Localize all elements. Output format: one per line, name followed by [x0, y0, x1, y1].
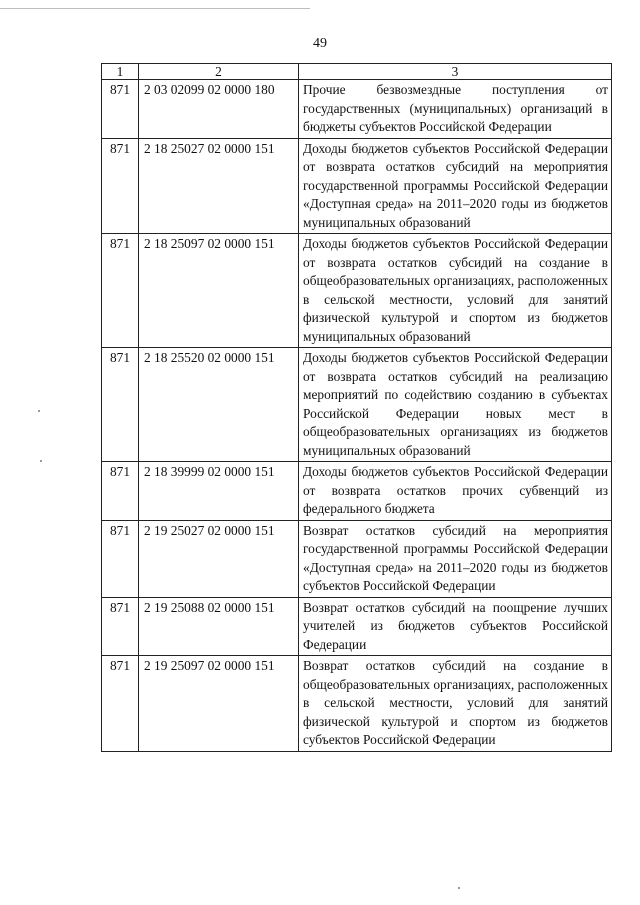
column-header-3: 3: [299, 64, 612, 80]
administrator-code: 871: [102, 234, 139, 348]
table-row: [102, 348, 612, 462]
administrator-code: 871: [102, 597, 139, 656]
table-row: [102, 80, 612, 139]
revenue-description: Возврат остатков субсидий на поощрение лучших учителей из бюджетов субъектов Российской Федерации: [299, 597, 612, 656]
column-header-1: 1: [102, 64, 139, 80]
table-header-row: [102, 64, 612, 80]
scan-edge-line: [0, 8, 310, 9]
revenue-description: Доходы бюджетов субъектов Российской Федерации от возврата остатков субсидий на создание в общеобразовательных организациях, расположенных в сельской местности, условий для занятий физической культурой и спортом из бюджетов муниципальных образований: [299, 234, 612, 348]
table-row: [102, 138, 612, 234]
administrator-code: 871: [102, 138, 139, 234]
revenue-code: 2 18 25520 02 0000 151: [139, 348, 299, 462]
table-row: [102, 462, 612, 521]
column-header-2: 2: [139, 64, 299, 80]
revenue-description: Доходы бюджетов субъектов Российской Федерации от возврата остатков субсидий на мероприятия государственной программы Российской Федерации «Доступная среда» на 2011–2020 годы из бюджетов муниципальных образований: [299, 138, 612, 234]
administrator-code: 871: [102, 462, 139, 521]
revenue-description: Доходы бюджетов субъектов Российской Федерации от возврата остатков субсидий на реализацию мероприятий по содействию созданию в субъектах Российской Федерации новых мест в общеобразовательных организациях из бюджетов муниципальных образований: [299, 348, 612, 462]
scan-speck: [40, 460, 42, 462]
administrator-code: 871: [102, 520, 139, 597]
table-row: [102, 520, 612, 597]
revenue-description: Доходы бюджетов субъектов Российской Федерации от возврата остатков прочих субвенций из федерального бюджета: [299, 462, 612, 521]
table-row: [102, 656, 612, 752]
revenue-code: 2 19 25088 02 0000 151: [139, 597, 299, 656]
scan-speck: [38, 410, 40, 412]
table-row: [102, 597, 612, 656]
administrator-code: 871: [102, 656, 139, 752]
administrator-code: 871: [102, 80, 139, 139]
revenue-code: 2 19 25027 02 0000 151: [139, 520, 299, 597]
table-row: [102, 234, 612, 348]
page-number: 49: [313, 36, 327, 51]
revenue-code: 2 03 02099 02 0000 180: [139, 80, 299, 139]
revenue-code: 2 18 25027 02 0000 151: [139, 138, 299, 234]
scan-speck: [458, 887, 460, 889]
revenue-code: 2 18 25097 02 0000 151: [139, 234, 299, 348]
budget-codes-table: [101, 63, 612, 752]
revenue-description: Возврат остатков субсидий на создание в общеобразовательных организациях, расположенных в сельской местности, условий для занятий физической культурой и спортом из бюджетов субъектов Российской Федерации: [299, 656, 612, 752]
revenue-description: Возврат остатков субсидий на мероприятия государственной программы Российской Федерации «Доступная среда» на 2011–2020 годы из бюджетов субъектов Российской Федерации: [299, 520, 612, 597]
administrator-code: 871: [102, 348, 139, 462]
revenue-code: 2 18 39999 02 0000 151: [139, 462, 299, 521]
revenue-description: Прочие безвозмездные поступления от государственных (муниципальных) организаций в бюджеты субъектов Российской Федерации: [299, 80, 612, 139]
revenue-code: 2 19 25097 02 0000 151: [139, 656, 299, 752]
